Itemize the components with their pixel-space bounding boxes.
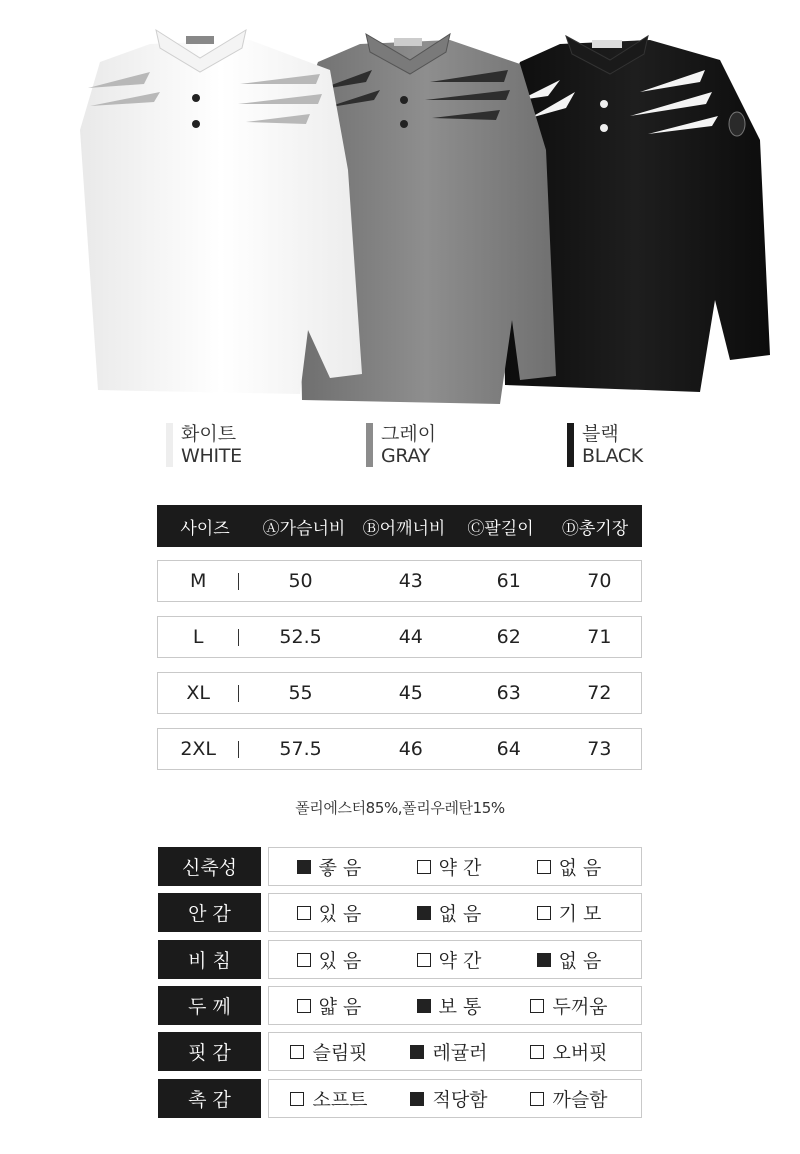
attribute-option [389, 992, 509, 1019]
option-text: 있 음 [318, 950, 362, 972]
attribute-option [269, 946, 389, 973]
unchecked-box-icon [297, 999, 311, 1013]
size-table-header [157, 505, 642, 547]
length-value: 72 [587, 682, 612, 704]
option-text: 적당함 [432, 1089, 488, 1111]
attribute-option [509, 1038, 629, 1065]
attribute-label: 두 께 [158, 986, 261, 1025]
attribute-label: 비 침 [158, 940, 261, 979]
length-value: 71 [587, 626, 612, 648]
option-text: 약 간 [438, 950, 482, 972]
color-name-en: WHITE [181, 445, 242, 467]
option-text: 기 모 [558, 903, 602, 925]
attribute-option [269, 1085, 389, 1112]
shoulder-value: 45 [398, 682, 423, 704]
attribute-label: 촉 감 [158, 1079, 261, 1118]
size-row-xl [157, 672, 642, 714]
attribute-option [509, 853, 629, 880]
attribute-label: 신축성 [158, 847, 261, 886]
unchecked-box-icon [537, 906, 551, 920]
sleeve-value: 61 [496, 570, 521, 592]
color-option-gray [366, 423, 436, 467]
size-label: 2XL [180, 738, 217, 760]
attribute-options [268, 940, 642, 979]
attribute-option [269, 853, 389, 880]
header-sleeve: Ⓒ팔길이 [467, 518, 534, 539]
checked-box-icon [417, 906, 431, 920]
color-name-ko: 그레이 [381, 423, 437, 445]
attribute-row [158, 847, 642, 886]
shoulder-value: 44 [398, 626, 423, 648]
color-swatch [567, 423, 574, 467]
attribute-option [389, 1038, 509, 1065]
material-composition: 폴리에스터85%,폴리우레탄15% [295, 799, 505, 817]
chest-value: 52.5 [279, 626, 322, 648]
unchecked-box-icon [297, 953, 311, 967]
option-text: 슬림핏 [312, 1042, 368, 1064]
attribute-row [158, 893, 642, 932]
attribute-option [269, 899, 389, 926]
chest-value: 50 [288, 570, 313, 592]
attribute-option [509, 1085, 629, 1112]
color-swatch [366, 423, 373, 467]
attribute-option [509, 946, 629, 973]
sleeve-value: 62 [496, 626, 521, 648]
color-name-ko: 화이트 [181, 423, 237, 445]
length-value: 73 [587, 738, 612, 760]
attribute-options [268, 1079, 642, 1118]
attribute-option [509, 992, 629, 1019]
header-length: Ⓓ총기장 [561, 518, 629, 539]
length-value: 70 [587, 570, 612, 592]
size-label: L [192, 626, 204, 648]
attribute-options [268, 1032, 642, 1071]
size-label: M [189, 570, 207, 592]
checked-box-icon [537, 953, 551, 967]
color-option-black [567, 423, 643, 467]
size-row-2xl [157, 728, 642, 770]
product-photo [0, 0, 800, 410]
unchecked-box-icon [290, 1045, 304, 1059]
option-text: 오버핏 [552, 1042, 608, 1064]
attribute-option [389, 899, 509, 926]
option-text: 얇 음 [318, 996, 362, 1018]
sleeve-value: 63 [496, 682, 521, 704]
unchecked-box-icon [537, 860, 551, 874]
unchecked-box-icon [417, 860, 431, 874]
attribute-row [158, 940, 642, 979]
option-text: 두꺼움 [552, 996, 608, 1018]
attribute-option [389, 946, 509, 973]
attribute-label: 안 감 [158, 893, 261, 932]
color-name-en: GRAY [381, 445, 431, 467]
chest-value: 55 [288, 682, 313, 704]
unchecked-box-icon [530, 1092, 544, 1106]
attribute-option [269, 992, 389, 1019]
size-row-m [157, 560, 642, 602]
header-chest: Ⓐ가슴너비 [262, 518, 346, 539]
attribute-row [158, 986, 642, 1025]
shoulder-value: 43 [398, 570, 423, 592]
sleeve-value: 64 [496, 738, 521, 760]
unchecked-box-icon [290, 1092, 304, 1106]
option-text: 없 음 [558, 857, 602, 879]
shoulder-value: 46 [398, 738, 423, 760]
size-row-l [157, 616, 642, 658]
attribute-option [389, 853, 509, 880]
option-text: 까슬함 [552, 1089, 608, 1111]
unchecked-box-icon [297, 906, 311, 920]
checked-box-icon [410, 1045, 424, 1059]
header-shoulder: Ⓑ어깨너비 [362, 518, 446, 539]
option-text: 보 통 [438, 996, 482, 1018]
option-text: 레귤러 [432, 1042, 488, 1064]
attribute-options [268, 893, 642, 932]
attribute-options [268, 847, 642, 886]
checked-box-icon [297, 860, 311, 874]
attribute-option [389, 1085, 509, 1112]
attribute-label: 핏 감 [158, 1032, 261, 1071]
checked-box-icon [417, 999, 431, 1013]
color-swatch [166, 423, 173, 467]
color-name-ko: 블랙 [582, 423, 619, 445]
attribute-row [158, 1079, 642, 1118]
unchecked-box-icon [530, 999, 544, 1013]
option-text: 좋 음 [318, 857, 362, 879]
option-text: 없 음 [438, 903, 482, 925]
option-text: 소프트 [312, 1089, 368, 1111]
option-text: 약 간 [438, 857, 482, 879]
option-text: 있 음 [318, 903, 362, 925]
attribute-option [509, 899, 629, 926]
color-option-white [166, 423, 242, 467]
attribute-option [269, 1038, 389, 1065]
header-size: 사이즈 [180, 518, 230, 539]
white-shirt [80, 30, 362, 394]
option-text: 없 음 [558, 950, 602, 972]
chest-value: 57.5 [279, 738, 322, 760]
size-label: XL [186, 682, 210, 704]
attribute-options [268, 986, 642, 1025]
unchecked-box-icon [417, 953, 431, 967]
color-name-en: BLACK [582, 445, 643, 467]
checked-box-icon [410, 1092, 424, 1106]
attribute-row [158, 1032, 642, 1071]
unchecked-box-icon [530, 1045, 544, 1059]
